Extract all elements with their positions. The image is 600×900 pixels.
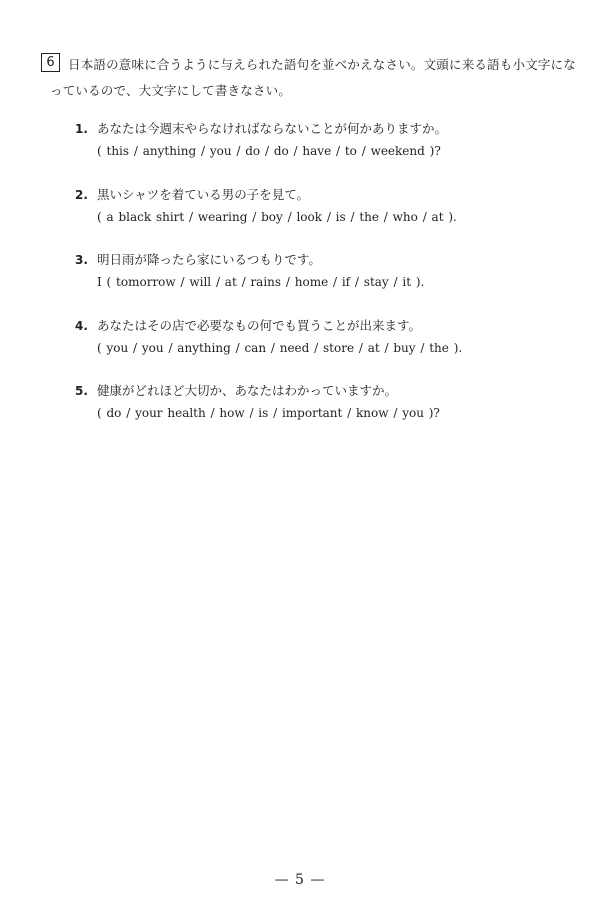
item-number: 4.: [75, 318, 88, 333]
item-number: 2.: [75, 187, 88, 202]
question-number-box: 6: [41, 53, 60, 72]
item-word-options: I ( tomorrow / will / at / rains / home / if / stay / it ).: [97, 275, 425, 289]
list-item: [75, 249, 555, 315]
list-item: [75, 315, 555, 381]
item-japanese: 明日雨が降ったら家にいるつもりです。: [97, 252, 321, 267]
list-item: [75, 184, 555, 250]
item-japanese: あなたはその店で必要なもの何でも買うことが出来ます。: [97, 317, 422, 333]
item-word-options: ( a black shirt / wearing / boy / look / is / the / who / at ).: [97, 209, 457, 224]
item-list: [75, 118, 555, 446]
item-number: 3.: [75, 253, 88, 267]
page-number: — 5 —: [274, 872, 326, 888]
question-instructions: 日本語の意味に合うように与えられた語句を並べかえなさい。文頭に来る語も小文字になっているので、大文字にして書きなさい。: [50, 57, 577, 98]
item-word-options: ( you / you / anything / can / need / store / at / buy / the ).: [97, 340, 463, 355]
item-word-options: ( this / anything / you / do / do / have / to / weekend )?: [97, 144, 441, 158]
item-number: 1.: [75, 122, 88, 136]
list-item: [75, 380, 555, 446]
list-item: [75, 118, 555, 184]
item-japanese: 健康がどれほど大切か、あなたはわかっていますか。: [97, 383, 398, 398]
item-word-options: ( do / your health / how / is / important / know / you )?: [97, 406, 440, 420]
item-japanese: あなたは今週末やらなければならないことが何かありますか。: [97, 121, 448, 136]
item-japanese: 黒いシャツを着ている男の子を見て。: [97, 186, 310, 202]
item-number: 5.: [75, 384, 88, 398]
